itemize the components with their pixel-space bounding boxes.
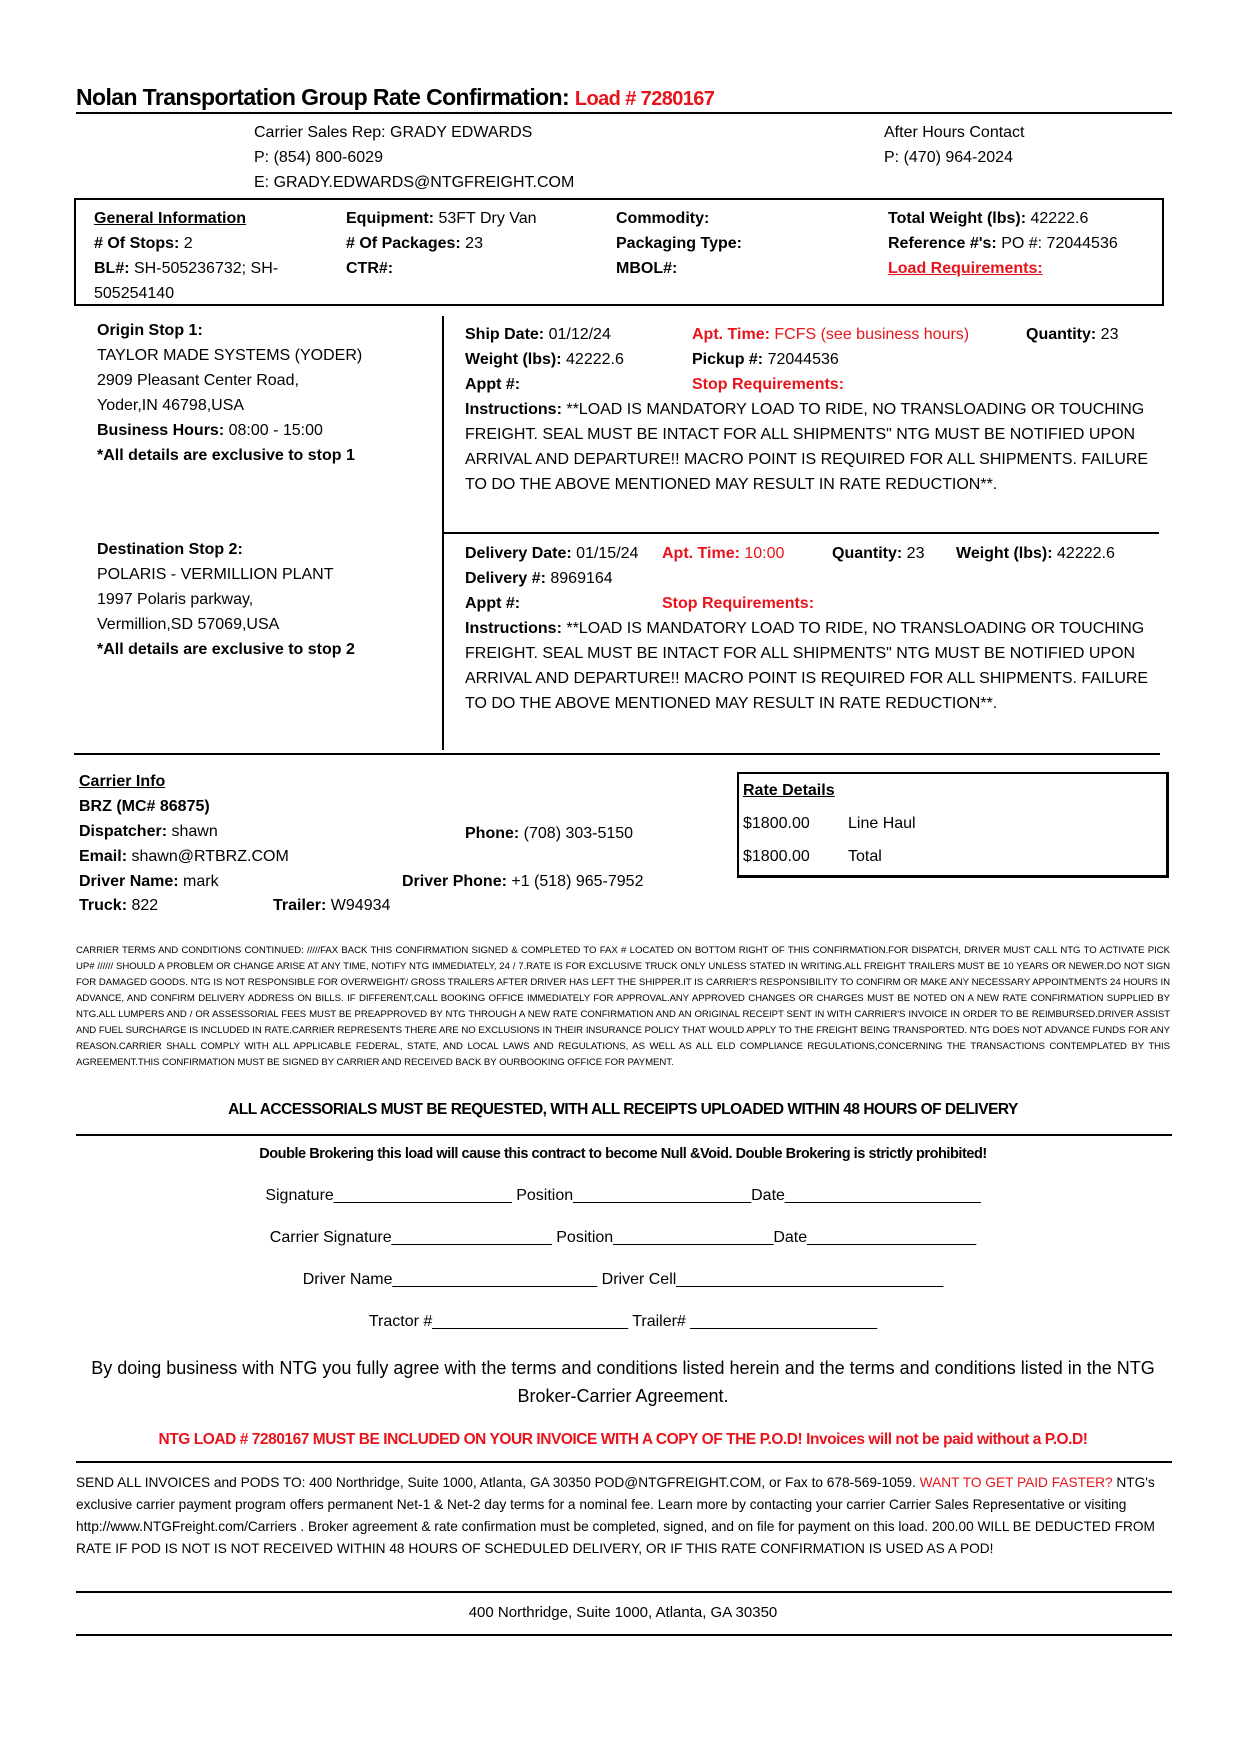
title-rule (76, 112, 1172, 114)
destination-weight (956, 541, 1115, 566)
destination-heading: Destination Stop 2: (97, 541, 243, 558)
destination-apt-time (662, 541, 784, 566)
rate-line-haul-label: Line Haul (848, 815, 916, 832)
trailer-row (273, 893, 390, 918)
origin-hours-value: 08:00 - 15:00 (224, 422, 323, 439)
origin-instructions (465, 397, 1157, 497)
footer-address: 400 Northridge, Suite 1000, Atlanta, GA 30350 (468, 1604, 778, 1621)
origin-apt-time (692, 322, 969, 347)
origin-instructions-label: Instructions: (465, 401, 562, 418)
send-invoices-part1: SEND ALL INVOICES and PODS TO: 400 Northridge, Suite 1000, Atlanta, GA 30350 POD@NTGFREIGHT.COM, or Fax to 678-569-1059. (76, 1475, 920, 1490)
signature-line-4[interactable]: Tractor #______________________ Trailer# _____________________ (368, 1313, 878, 1330)
ship-date (465, 322, 611, 347)
trailer-label: Trailer: (273, 897, 327, 914)
send-invoices-text (76, 1472, 1172, 1560)
origin-bottom-rule (442, 532, 1159, 534)
destination-quantity-value: 23 (902, 545, 925, 562)
dispatcher-row (79, 819, 218, 844)
ship-date-label: Ship Date: (465, 326, 545, 343)
driver-label: Driver Name: (79, 873, 179, 890)
double-brokering-notice: Double Brokering this load will cause this contract to become Null &Void. Double Brokering is strictly prohibited! (259, 1146, 987, 1162)
stops-label: # Of Stops: (94, 235, 180, 252)
driver-row (79, 869, 219, 894)
equipment-value: 53FT Dry Van (434, 210, 537, 227)
destination-instructions-label: Instructions: (465, 620, 562, 637)
destination-quantity (832, 541, 924, 566)
destination-appt-label: Appt #: (465, 595, 521, 612)
send-invoices-rule (76, 1591, 1172, 1593)
rate-total-label: Total (848, 848, 882, 865)
pickup-value: 72044536 (763, 351, 839, 368)
carrier-info (79, 769, 679, 919)
destination-address2: Vermillion,SD 57069,USA (97, 616, 280, 633)
accessorials-rule (76, 1134, 1172, 1136)
origin-instructions-text: **LOAD IS MANDATORY LOAD TO RIDE, NO TRANSLOADING OR TOUCHING FREIGHT. SEAL MUST BE INTACT FOR ALL SHIPMENTS" NTG MUST BE NOTIFIED UPON ARRIVAL AND DEPARTURE!! MACRO POINT IS REQUIRED FOR ALL SHIPMENTS. FAILURE TO DO THE ABOVE MENTIONED MAY RESULT IN RATE REDUCTION**. (465, 401, 1149, 493)
page-title (76, 84, 714, 111)
reference-label: Reference #'s: (888, 235, 997, 252)
after-hours-block (884, 120, 1025, 170)
bl-label: BL#: (94, 260, 130, 277)
origin-address1: 2909 Pleasant Center Road, (97, 372, 299, 389)
sales-rep: Carrier Sales Rep: GRADY EDWARDS (254, 124, 533, 141)
general-info-heading: General Information (94, 210, 247, 227)
origin-quantity-value: 23 (1096, 326, 1119, 343)
rate-line-haul-amount: $1800.00 (743, 815, 810, 832)
bl-value: SH-505236732; SH- (129, 260, 279, 277)
packages-label: # Of Packages: (346, 235, 461, 252)
destination-address1: 1997 Polaris parkway, (97, 591, 254, 608)
origin-address2: Yoder,IN 46798,USA (97, 397, 245, 414)
origin-heading: Origin Stop 1: (97, 322, 203, 339)
equipment-label: Equipment: (346, 210, 434, 227)
truck-label: Truck: (79, 897, 128, 914)
carrier-email-value: shawn@RTBRZ.COM (127, 848, 289, 865)
reference-row (888, 231, 1118, 256)
truck-row (79, 893, 158, 918)
commodity-label: Commodity: (616, 210, 710, 227)
destination-weight-label: Weight (lbs): (956, 545, 1053, 562)
after-hours-phone: P: (470) 964-2024 (884, 149, 1013, 166)
origin-appt-label: Appt #: (465, 376, 521, 393)
origin-name: TAYLOR MADE SYSTEMS (YODER) (97, 347, 363, 364)
origin-divider (442, 316, 444, 532)
destination-apt-time-label: Apt. Time: (662, 545, 740, 562)
bl-value-cont: 505254140 (94, 285, 175, 302)
mbol-label: MBOL#: (616, 260, 678, 277)
destination-quantity-label: Quantity: (832, 545, 903, 562)
get-paid-faster: WANT TO GET PAID FASTER? (919, 1475, 1113, 1490)
sales-email: E: GRADY.EDWARDS@NTGFREIGHT.COM (254, 174, 575, 191)
delivery-number-label: Delivery #: (465, 570, 546, 587)
delivery-number-value: 8969164 (545, 570, 613, 587)
pickup-number (692, 347, 839, 372)
origin-weight-value: 42222.6 (561, 351, 624, 368)
title-load-number: Load # 7280167 (574, 88, 715, 110)
delivery-date-label: Delivery Date: (465, 545, 572, 562)
general-col-1 (94, 206, 278, 306)
destination-name: POLARIS - VERMILLION PLANT (97, 566, 334, 583)
destination-exclusive: *All details are exclusive to stop 2 (97, 641, 355, 658)
origin-hours-label: Business Hours: (97, 422, 225, 439)
carrier-heading: Carrier Info (79, 773, 166, 790)
stops-row (94, 231, 278, 256)
terms-and-conditions: CARRIER TERMS AND CONDITIONS CONTINUED: /////FAX BACK THIS CONFIRMATION SIGNED & COMPLETED TO FAX # LOCATED ON BOTTOM RIGHT OF THIS CONFIRMATION.FOR DISPATCH, DRIVER MUST CALL NTG TO ACTIVATE PICK UP# ////// SHOULD A PROBLEM OR CHANGE ARISE AT ANY TIME, NOTIFY NTG IMMEDIATELY, 24 / 7.RATE IS FOR EXCLUSIVE TRUCK ONLY UNLESS STATED IN WRITING.ALL FREIGHT TRAILERS MUST BE 10 YEARS OR NEWER.DO NOT SIGN FOR DAMAGED GOODS. NTG IS NOT RESPONSIBLE FOR OVERWEIGHT/ GROSS TRAILERS AFTER DRIVER HAS LEFT THE SHIPPER.IT IS CARRIER'S RESPONSIBILITY TO CONFIRM OR MAKE ANY NECESSARY APPOINTMENTS 24 HOURS IN ADVANCE, AND CONFIRM DELIVERY ADDRESS ON BILLS. IF DIFFERENT,CALL BOOKING OFFICE IMMEDIATELY FOR APPROVAL.ANY APPROVED CHANGES OR CHARGES MUST BE NOTED ON A NEW RATE CONFIRMATION SUPPLIED BY NTG.ALL LUMPERS AND / OR ASSESSORIAL FEES MUST BE PREAPPROVED BY NTG THROUGH A NEW RATE CONFIRMATION AND AN ORIGINAL RECEIPT SENT IN WITH CARRIER'S INVOICE IN ORDER TO BE REIMBURSED.DRIVER ASSIST AND FUEL SURCHARGE IS INCLUDED IN RATE.CARRIER REPRESENTS THERE ARE NO EXCLUSIONS IN THEIR INSURANCE POLICY THAT WOULD APPLY TO THE FREIGHT BEING TRANSPORTED. NTG DOES NOT ADVANCE FUNDS FOR ANY REASON.CARRIER SHALL COMPLY WITH ALL APPLICABLE FEDERAL, STATE, AND LOCAL LAWS AND REGULATIONS, AS WELL AS ALL ELD COMPLIANCE REGULATIONS,CONCERNING THE TRANSACTIONS CONTEMPLATED BY THIS AGREEMENT.THIS CONFIRMATION MUST BE SIGNED BY CARRIER AND RECEIVED BACK BY OURBOOKING OFFICE FOR PAYMENT. (76, 945, 1170, 1068)
total-weight-row (888, 206, 1118, 231)
trailer-value: W94934 (326, 897, 391, 914)
packaging-label: Packaging Type: (616, 235, 742, 252)
dispatcher-value: shawn (167, 823, 218, 840)
truck-value: 822 (127, 897, 159, 914)
total-weight-value: 42222.6 (1026, 210, 1089, 227)
sales-phone: P: (854) 800-6029 (254, 149, 383, 166)
sales-rep-block (254, 120, 574, 195)
destination-apt-time-value: 10:00 (739, 545, 785, 562)
carrier-name: BRZ (MC# 86875) (79, 798, 210, 815)
signature-line-3[interactable]: Driver Name_______________________ Driver Cell______________________________ (302, 1271, 944, 1288)
destination-weight-value: 42222.6 (1052, 545, 1115, 562)
driver-value: mark (178, 873, 219, 890)
origin-apt-time-value: FCFS (see business hours) (769, 326, 970, 343)
signature-line-1[interactable]: Signature____________________ Position____________________Date______________________ (265, 1187, 981, 1204)
driver-phone-label: Driver Phone: (402, 873, 507, 890)
send-invoices-part2: NTG's exclusive carrier payment program offers permanent Net-1 & Net-2 day terms for a nominal fee. Learn more by contacting your carrier Carrier Sales Representative or visiting http://www.NTGFreight.com/Carriers . Broker agreement & rate confirmation must be completed, signed, and on file for payment on this load. 200.00 WILL BE DEDUCTED FROM RATE IF POD IS NOT IS NOT RECEIVED WITHIN 48 HOURS OF SCHEDULED DELIVERY, OR IF THIS RATE CONFIRMATION IS USED AS A POD! (76, 1475, 1155, 1556)
destination-stop-req-label: Stop Requirements: (662, 595, 815, 612)
ctr-label: CTR#: (346, 260, 394, 277)
stops-bottom-rule (74, 753, 1160, 755)
carrier-phone-value: (708) 303-5150 (519, 825, 634, 842)
carrier-phone-row (465, 821, 633, 846)
rate-total-amount: $1800.00 (743, 848, 810, 865)
destination-stop-left (97, 537, 355, 662)
accessorials-notice: ALL ACCESSORIALS MUST BE REQUESTED, WITH ALL RECEIPTS UPLOADED WITHIN 48 HOURS OF DELIVERY (228, 1101, 1018, 1118)
packages-row (346, 231, 537, 256)
origin-weight (465, 347, 624, 372)
bl-row (94, 256, 278, 281)
general-col-2 (346, 206, 537, 281)
title-main: Nolan Transportation Group Rate Confirmation: (76, 84, 570, 110)
dispatcher-label: Dispatcher: (79, 823, 168, 840)
agreement-text: By doing business with NTG you fully agree with the terms and conditions listed herein and the terms and conditions listed in the NTG Broker-Carrier Agreement. (91, 1358, 1155, 1406)
stops-value: 2 (179, 235, 193, 252)
destination-instructions-text: **LOAD IS MANDATORY LOAD TO RIDE, NO TRANSLOADING OR TOUCHING FREIGHT. SEAL MUST BE INTACT FOR ALL SHIPMENTS" NTG MUST BE NOTIFIED UPON ARRIVAL AND DEPARTURE!! MACRO POINT IS REQUIRED FOR ALL SHIPMENTS. FAILURE TO DO THE ABOVE MENTIONED MAY RESULT IN RATE REDUCTION**. (465, 620, 1149, 712)
origin-stop-left (97, 318, 362, 468)
origin-hours-row (97, 418, 362, 443)
origin-quantity-label: Quantity: (1026, 326, 1097, 343)
rate-heading: Rate Details (743, 782, 835, 799)
driver-phone-value: +1 (518) 965-7952 (506, 873, 644, 890)
footer-rule (76, 1634, 1172, 1636)
origin-stop-req-label: Stop Requirements: (692, 376, 845, 393)
general-col-3 (616, 206, 742, 281)
carrier-email-row (79, 844, 289, 869)
after-hours-label: After Hours Contact (884, 124, 1025, 141)
signature-line-2[interactable]: Carrier Signature__________________ Position__________________Date___________________ (269, 1229, 977, 1246)
origin-weight-label: Weight (lbs): (465, 351, 562, 368)
reference-value: PO #: 72044536 (996, 235, 1118, 252)
origin-exclusive: *All details are exclusive to stop 1 (97, 447, 355, 464)
load-requirements-label: Load Requirements: (888, 260, 1043, 277)
delivery-number (465, 566, 613, 591)
pickup-label: Pickup #: (692, 351, 764, 368)
carrier-phone-label: Phone: (465, 825, 520, 842)
ship-date-value: 01/12/24 (544, 326, 611, 343)
total-weight-label: Total Weight (lbs): (888, 210, 1027, 227)
driver-phone-row (402, 869, 643, 894)
carrier-email-label: Email: (79, 848, 128, 865)
delivery-date-value: 01/15/24 (571, 545, 639, 562)
invoice-rule (76, 1461, 1172, 1463)
origin-apt-time-label: Apt. Time: (692, 326, 770, 343)
origin-quantity (1026, 322, 1118, 347)
destination-instructions (465, 616, 1157, 716)
equipment-row (346, 206, 537, 231)
packages-value: 23 (460, 235, 483, 252)
destination-divider (442, 534, 444, 750)
invoice-notice: NTG LOAD # 7280167 MUST BE INCLUDED ON YOUR INVOICE WITH A COPY OF THE P.O.D! Invoices will not be paid without a P.O.D! (158, 1431, 1088, 1448)
general-col-4 (888, 206, 1118, 281)
delivery-date (465, 541, 638, 566)
